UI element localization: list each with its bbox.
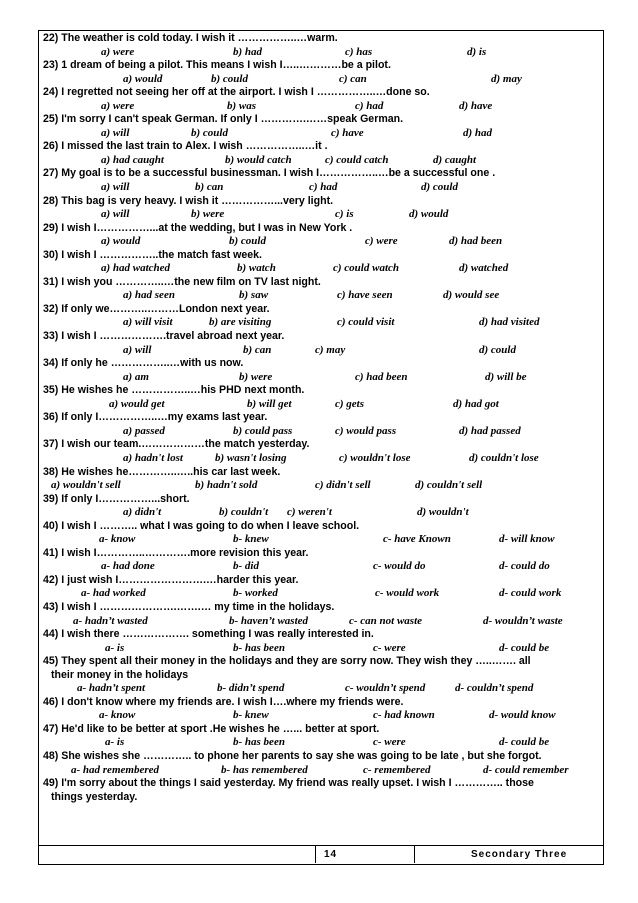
answer-option: d- could remember (483, 763, 569, 776)
answer-option: b) would catch (225, 153, 292, 166)
question-text (43, 750, 597, 764)
question-line: 33) I wish I ……………….travel abroad next year. (43, 330, 285, 343)
question-line: 22) The weather is cold today. I wish it ……………..…warm. (43, 32, 338, 44)
question-line: 28) This bag is very heavy. I wish it ……………...very light. (43, 194, 334, 207)
answer-option: a- know (99, 533, 136, 546)
answer-option: d- couldn’t spend (455, 682, 534, 695)
answer-option: b) hadn't sold (195, 479, 258, 492)
answer-options (43, 764, 597, 778)
answer-option: c- wouldn’t spend (345, 682, 426, 695)
answer-option: b- has been (233, 641, 285, 654)
answer-option: b) saw (239, 289, 269, 302)
answer-option: d) had visited (479, 316, 540, 329)
answer-options (43, 506, 597, 520)
answer-options (43, 46, 597, 60)
question-text (43, 330, 597, 344)
answer-option: d) had passed (459, 424, 521, 437)
question-line: 31) I wish you …………..…the new film on TV last night. (43, 275, 321, 288)
answer-option: a- is (105, 736, 125, 749)
answer-option: a) will (123, 343, 152, 356)
answer-option: a) were (101, 99, 135, 112)
answer-option: d) would (409, 208, 449, 221)
answer-option: b- didn’t spend (217, 682, 285, 695)
answer-options (43, 425, 597, 439)
question-text (43, 195, 597, 209)
answer-option: c) didn't sell (315, 479, 371, 492)
answer-option: b- has been (233, 736, 285, 749)
answer-options (43, 642, 597, 656)
answer-options (43, 452, 597, 466)
answer-option: a) will (101, 126, 130, 139)
answer-option: d) have (459, 99, 493, 112)
question-line: 30) I wish I ……………..the match fast week. (43, 248, 262, 261)
answer-option: c- would do (373, 560, 426, 573)
answer-option: c) can (339, 72, 367, 85)
question-text (43, 696, 597, 710)
question-line: 49) I'm sorry about the things I said yesterday. My friend was really upset. I wish I ………….. those (43, 777, 534, 790)
answer-option: d) could (479, 343, 516, 356)
answer-options (43, 533, 597, 547)
question-text (43, 411, 597, 425)
question-text (43, 384, 597, 398)
answer-option: c) have (331, 126, 364, 139)
answer-options (43, 587, 597, 601)
question-text (43, 628, 597, 642)
question-text (43, 520, 597, 534)
answer-option: d- could do (499, 560, 550, 573)
answer-options (43, 154, 597, 168)
question-text (43, 601, 597, 615)
answer-option: a) will (101, 208, 130, 221)
answer-option: a) had caught (101, 153, 164, 166)
question-text (43, 140, 597, 154)
question-line-continued: their money in the holidays (51, 668, 189, 681)
question-text (43, 276, 597, 290)
question-line: 32) If only we………..………London next year. (43, 302, 270, 315)
answer-option: c) gets (335, 397, 365, 410)
question-line: 27) My goal is to be a successful businessman. I wish I……………..…be a successful one . (43, 167, 496, 180)
question-line: 40) I wish I ……….. what I was going to do when I leave school. (43, 519, 360, 532)
grade-level: Secondary Three (471, 849, 568, 860)
question-line: 43) I wish I ………………….…….… my time in the holidays. (43, 600, 335, 613)
answer-option: b) were (191, 208, 225, 221)
answer-option: d- wouldn’t waste (483, 614, 563, 627)
answer-option: b) watch (237, 262, 276, 275)
answer-option: c) is (335, 208, 354, 221)
question-line: 29) I wish I……………...at the wedding, but I was in New York . (43, 221, 353, 234)
answer-option: d) could (421, 181, 458, 194)
answer-option: b) were (239, 370, 273, 383)
answer-option: a) would get (109, 397, 165, 410)
question-text (43, 113, 597, 127)
question-text (43, 86, 597, 100)
answer-option: a- know (99, 709, 136, 722)
answer-options (43, 73, 597, 87)
question-text (43, 303, 597, 317)
answer-option: d) is (467, 45, 487, 58)
answer-options (43, 371, 597, 385)
answer-option: d- could be (499, 641, 550, 654)
answer-options (43, 235, 597, 249)
question-text (43, 438, 597, 452)
answer-option: a- had worked (81, 587, 146, 600)
question-line: 37) I wish our team.………………the match yesterday. (43, 438, 310, 451)
answer-option: c) could watch (333, 262, 399, 275)
answer-option: d) couldn't lose (469, 451, 539, 464)
page-number: 14 (315, 846, 415, 863)
answer-option: d- could work (499, 587, 562, 600)
question-line: 26) I missed the last train to Alex. I wish ……………..…it . (43, 140, 328, 153)
answer-option: a- had remembered (71, 763, 159, 776)
question-text (43, 59, 597, 73)
answer-option: d- would know (489, 709, 556, 722)
answer-option: c) had been (355, 370, 408, 383)
question-text (43, 167, 597, 181)
answer-option: c) would pass (335, 424, 397, 437)
question-text (43, 777, 597, 804)
answer-option: b) are visiting (209, 316, 272, 329)
answer-option: a- had done (101, 560, 155, 573)
answer-option: d- could be (499, 736, 550, 749)
answer-options (43, 127, 597, 141)
answer-option: c) wouldn't lose (339, 451, 411, 464)
answer-options (43, 736, 597, 750)
answer-options (43, 479, 597, 493)
answer-option: d) had got (453, 397, 499, 410)
answer-option: c) could catch (325, 153, 389, 166)
answer-option: a) passed (123, 424, 165, 437)
answer-option: b- worked (233, 587, 278, 600)
answer-option: a) am (123, 370, 149, 383)
answer-options (43, 682, 597, 696)
question-line: 45) They spent all their money in the holidays and they are sorry now. They wish they …..……. all (43, 655, 531, 668)
answer-option: b) wasn't losing (215, 451, 287, 464)
answer-option: d) caught (433, 153, 477, 166)
answer-option: c) has (345, 45, 373, 58)
answer-options (43, 289, 597, 303)
answer-option: c) weren't (287, 506, 332, 519)
answer-option: c- were (373, 641, 406, 654)
answer-option: a) would (123, 72, 163, 85)
answer-option: a) would (101, 235, 141, 248)
answer-options (43, 316, 597, 330)
answer-option: d- will know (499, 533, 555, 546)
answer-options (43, 181, 597, 195)
answer-option: c) have seen (337, 289, 393, 302)
question-text (43, 222, 597, 236)
answer-option: b) could (211, 72, 248, 85)
answer-options (43, 344, 597, 358)
question-line-continued: things yesterday. (51, 790, 138, 803)
answer-option: c- can not waste (349, 614, 423, 627)
question-text (43, 655, 597, 682)
answer-option: d) may (491, 72, 522, 85)
question-text (43, 574, 597, 588)
question-text (43, 466, 597, 480)
answer-option: a- hadn’t spent (77, 682, 146, 695)
answer-options (43, 709, 597, 723)
question-line: 39) If only I……………...short. (43, 492, 190, 505)
answer-option: b- has remembered (221, 763, 308, 776)
answer-option: c) had (309, 181, 338, 194)
answer-options (43, 208, 597, 222)
question-text (43, 547, 597, 561)
answer-option: c) were (365, 235, 398, 248)
answer-option: b- haven’t wasted (229, 614, 309, 627)
answer-option: a) wouldn't sell (51, 479, 121, 492)
question-line: 24) I regretted not seeing her off at the airport. I wish I ……………..…done so. (43, 86, 430, 99)
answer-option: b- did (233, 560, 259, 573)
answer-option: a) will visit (123, 316, 173, 329)
answer-option: a) were (101, 45, 135, 58)
answer-option: b) can (243, 343, 272, 356)
answer-option: a- hadn’t wasted (73, 614, 148, 627)
answer-option: d) watched (459, 262, 509, 275)
question-line: 34) If only he ……………..…with us now. (43, 357, 244, 370)
answer-option: d) couldn't sell (415, 479, 483, 492)
question-list (43, 32, 597, 804)
answer-option: b) will get (247, 397, 292, 410)
question-line: 44) I wish there ………………. something I was really interested in. (43, 628, 374, 641)
answer-option: c- have Known (383, 533, 451, 546)
question-line: 41) I wish I…………..………….more revision this year. (43, 546, 309, 559)
answer-option: a) didn't (123, 506, 162, 519)
question-text (43, 723, 597, 737)
answer-options (43, 560, 597, 574)
answer-option: d) wouldn't (417, 506, 469, 519)
question-text (43, 357, 597, 371)
question-line: 42) I just wish I…………………….…harder this year. (43, 573, 299, 586)
question-line: 35) He wishes he ……………..…his PHD next month. (43, 384, 305, 397)
answer-option: a- is (105, 641, 125, 654)
answer-option: d) had (463, 126, 493, 139)
answer-option: d) would see (443, 289, 500, 302)
question-line: 46) I don't know where my friends are. I wish I….where my friends were. (43, 695, 404, 708)
answer-option: c- had known (373, 709, 435, 722)
answer-option: a) had seen (123, 289, 175, 302)
question-text (43, 493, 597, 507)
question-line: 36) If only I……………..…my exams last year. (43, 411, 268, 424)
answer-options (43, 398, 597, 412)
question-text (43, 249, 597, 263)
answer-options (43, 615, 597, 629)
answer-option: b- knew (233, 533, 269, 546)
answer-option: b) can (195, 181, 224, 194)
question-line: 38) He wishes he…………..…..his car last week. (43, 465, 281, 478)
answer-option: c- remembered (363, 763, 431, 776)
answer-option: c) could visit (337, 316, 395, 329)
answer-option: d) will be (485, 370, 527, 383)
question-line: 48) She wishes she ………….. to phone her parents to say she was going to be late , but she forgot. (43, 749, 542, 762)
answer-option: c) had (355, 99, 384, 112)
question-line: 47) He'd like to be better at sport .He wishes he …... better at sport. (43, 722, 380, 735)
answer-options (43, 100, 597, 114)
answer-options (43, 262, 597, 276)
answer-option: c- were (373, 736, 406, 749)
question-text (43, 32, 597, 46)
answer-option: b) could (191, 126, 228, 139)
answer-option: b) was (227, 99, 257, 112)
answer-option: d) had been (449, 235, 503, 248)
answer-option: c- would work (375, 587, 440, 600)
answer-option: b) had (233, 45, 263, 58)
page-footer (39, 845, 603, 864)
answer-option: c) may (315, 343, 346, 356)
answer-option: b- knew (233, 709, 269, 722)
answer-option: b) couldn't (219, 506, 269, 519)
question-line: 25) I'm sorry I can't speak German. If only I ………….……speak German. (43, 113, 404, 126)
question-line: 23) 1 dream of being a pilot. This means I wish I…..…………be a pilot. (43, 59, 391, 72)
answer-option: b) could (229, 235, 266, 248)
answer-option: a) will (101, 181, 130, 194)
worksheet (38, 30, 604, 865)
answer-option: a) had watched (101, 262, 171, 275)
answer-option: b) could pass (233, 424, 293, 437)
answer-option: a) hadn't lost (123, 451, 183, 464)
